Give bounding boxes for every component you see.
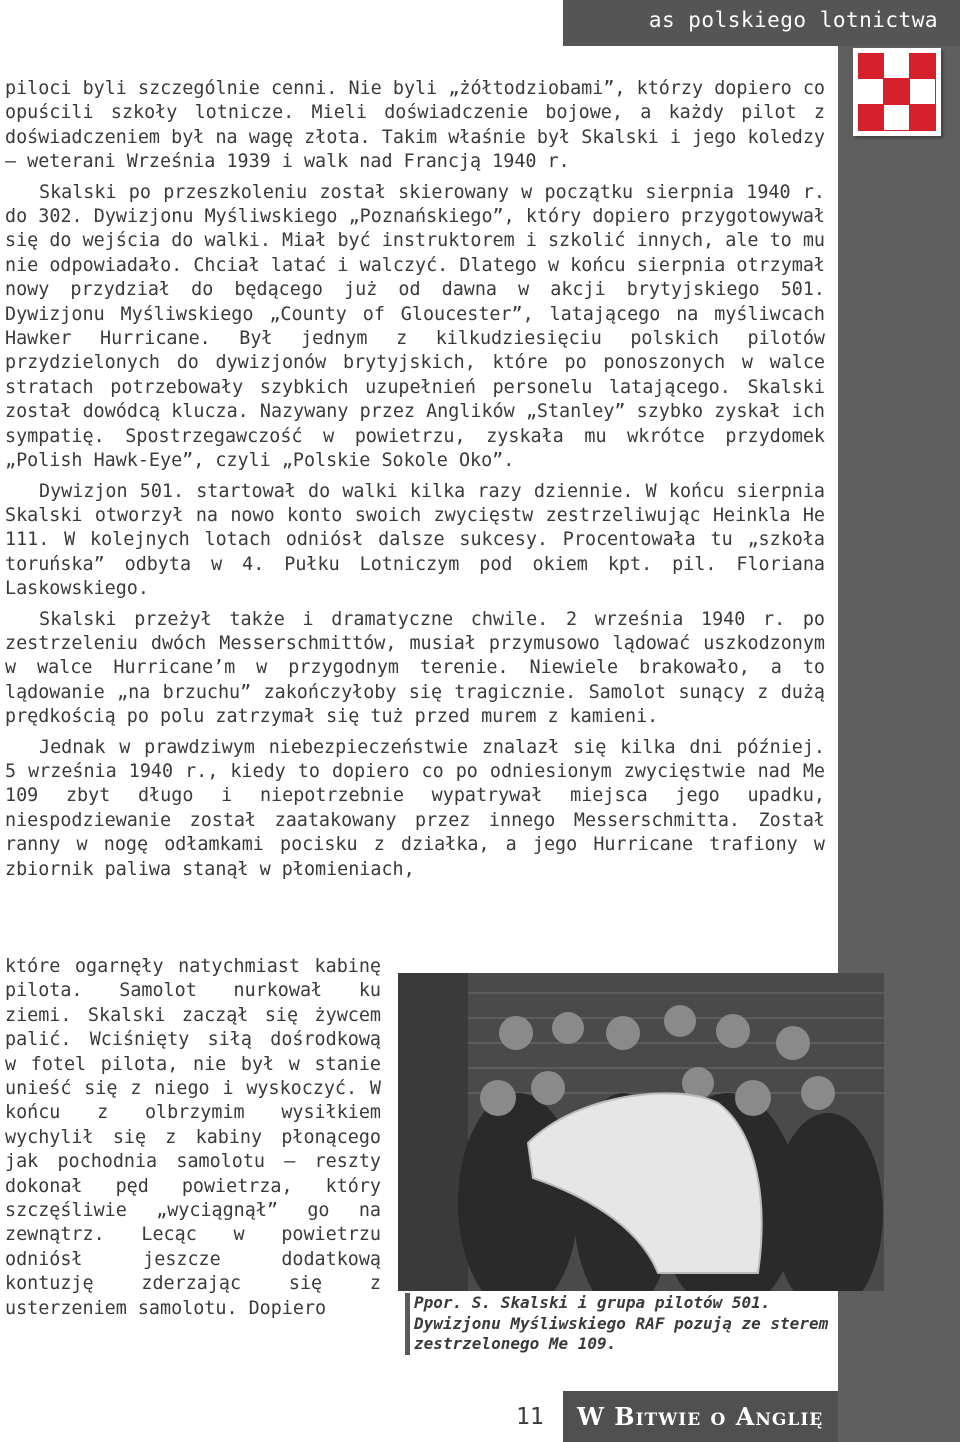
pilots-group-photo-icon	[398, 973, 884, 1291]
photo-caption: Ppor. S. Skalski i grupa pilotów 501. Dywizjonu Myśliwskiego RAF pozują ze sterem zestrzelonego Me 109.	[405, 1293, 834, 1355]
wrapped-paragraph: które ogarnęły natychmiast kabinę pilota. Samolot nurkował ku ziemi. Skalski zaczął się żywcem palić. Wciśnięty siłą dośrodkową w fotel pilota, nie był w stanie unieść się z niego i wyskoczyć. W końcu z olbrzymim wysiłkiem wychylił się z kabiny płonącego jak pochodnia samolotu – reszty dokonał pęd powietrza, który szczęśliwie „wyciągnął” go na zewnątrz. Lecąc w powietrzu odniósł jeszcze dodatkową kontuzję zderzając się z usterzeniem samolotu. Dopiero	[5, 956, 381, 1319]
article-body	[5, 77, 825, 882]
page-number: 11	[516, 1404, 544, 1430]
paragraph: piloci byli szczególnie cenni. Nie byli „żółtodziobami”, którzy dopiero co opuścili szkoły lotnicze. Mieli doświadczenie bojowe, a każdy pilot z doświadczeniem był na wagę złota. Takim właśnie był Skalski i jego koledzy – weterani Września 1939 i walk nad Francją 1940 r.	[5, 78, 825, 173]
header-bar	[563, 0, 960, 46]
header-title: as polskiego lotnictwa	[648, 8, 938, 32]
footer-bar	[563, 1391, 838, 1442]
paragraph: Skalski przeżył także i dramatyczne chwile. 2 września 1940 r. po zestrzeleniu dwóch Messerschmittów, musiał przymusowo lądować uszkodzonym w walce Hurricane’m w przygodnym terenie. Niewiele brakowało, a to lądowanie „na brzuchu” zakończyłoby się tragicznie. Samolot sunący z dużą prędkością po polu zatrzymał się tuż przed murem z kamieni.	[5, 608, 825, 728]
paragraph: Skalski po przeszkoleniu został skierowany w początku sierpnia 1940 r. do 302. Dywizjonu Myśliwskiego „Poznańskiego”, który dopiero przygotowywał się do wejścia do walki. Miał być instruktorem i szkolić innych, ale to mu nie odpowiadało. Chciał latać i walczyć. Dlatego w końcu sierpnia otrzymał nowy przydział do będącego już od dawna w akcji brytyjskiego 501. Dywizjonu Myśliwskiego „County of Gloucester”, latającego na myśliwcach Hawker Hurricane. Był jednym z kilkudziesięciu polskich pilotów przydzielonych do dywizjonów brytyjskich, które po ponoszonych w walce stratach potrzebowały szybkich uzupełnień personelu latającego. Skalski został dowódcą klucza. Nazywany przez Anglików „Stanley” szybko zyskał ich sympatię. Spostrzegawczość w powietrzu, zyskała mu wkrótce przydomek „Polish Hawk-Eye”, czyli „Polskie Sokole Oko”.	[5, 181, 825, 472]
historical-photo	[398, 973, 884, 1291]
paragraph: Jednak w prawdziwym niebezpieczeństwie znalazł się kilka dni później. 5 września 1940 r., kiedy to dopiero co po odniesionym zwycięstwie nad Me 109 zbyt długo i niepotrzebnie wypatrywał miejsca jego upadku, niespodziewanie został zaatakowany przez innego Messerschmitta. Został ranny w nogę odłamkami pocisku z działka, a jego Hurricane trafiony w zbiornik paliwa stanął w płomieniach,	[5, 736, 825, 880]
checkerboard-emblem-icon	[853, 48, 941, 136]
section-title: W Bitwie o Anglię	[577, 1402, 824, 1431]
paragraph: Dywizjon 501. startował do walki kilka razy dziennie. W końcu sierpnia Skalski otworzył na nowo konto swoich zwycięstw zestrzeliwując Heinkla He 111. W kolejnych lotach odniósł dalsze sukcesy. Procentowała tu „szkoła toruńska” odbyta w 4. Pułku Lotniczym pod okiem kpt. pil. Floriana Laskowskiego.	[5, 480, 825, 600]
